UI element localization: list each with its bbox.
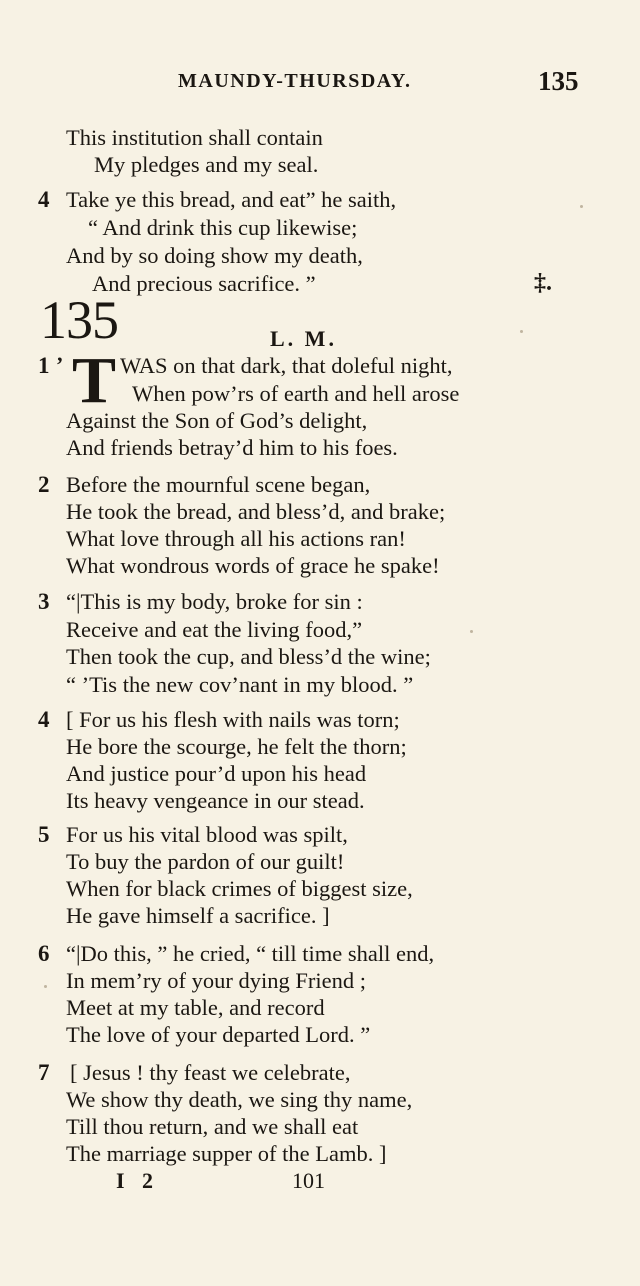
verse-line: The love of your departed Lord. ” <box>66 1022 371 1047</box>
verse-line: And precious sacrifice. ” <box>92 271 316 296</box>
verse-line: WAS on that dark, that doleful night, <box>120 353 453 378</box>
verse-line: Against the Son of God’s delight, <box>66 408 368 433</box>
verse-line: “|This is my body, broke for sin : <box>66 589 363 614</box>
verse-line: “ ’Tis the new cov’nant in my blood. ” <box>66 672 414 697</box>
verse-line: “ And drink this cup likewise; <box>88 215 358 240</box>
double-dagger-mark: ‡. <box>534 270 552 296</box>
stanza-number: 2 <box>38 472 50 497</box>
hymn-number: 135 <box>40 290 118 350</box>
paper-speck <box>580 205 583 208</box>
stanza-number: 7 <box>38 1060 50 1085</box>
verse-line: He gave himself a sacrifice. ] <box>66 903 330 928</box>
stanza-number: 6 <box>38 941 50 966</box>
verse-line: When pow’rs of earth and hell arose <box>132 381 460 406</box>
paper-speck <box>520 330 523 333</box>
verse-line: Meet at my table, and record <box>66 995 325 1020</box>
verse-line: [ Jesus ! thy feast we celebrate, <box>70 1060 351 1085</box>
page-header <box>0 66 640 102</box>
hymn-meter: L. M. <box>270 326 337 351</box>
stanza-number: 5 <box>38 822 50 847</box>
verse-line: For us his vital blood was spilt, <box>66 822 348 847</box>
stanza-number: 1 <box>38 353 50 378</box>
verse-line: He bore the scourge, he felt the thorn; <box>66 734 407 759</box>
verse-line: Then took the cup, and bless’d the wine; <box>66 644 431 669</box>
verse-line: He took the bread, and bless’d, and brake; <box>66 499 446 524</box>
verse-line: Take ye this bread, and eat” he saith, <box>66 187 397 212</box>
page-footer <box>0 1168 640 1198</box>
verse-line: Till thou return, and we shall eat <box>66 1114 359 1139</box>
verse-line: And by so doing show my death, <box>66 243 363 268</box>
verse-line: Its heavy vengeance in our stead. <box>66 788 365 813</box>
verse-line: And justice pour’d upon his head <box>66 761 367 786</box>
verse-line: What love through all his actions ran! <box>66 526 406 551</box>
verse-line: This institution shall contain <box>66 125 323 150</box>
verse-line: We show thy death, we sing thy name, <box>66 1087 413 1112</box>
stanza-number: 4 <box>38 187 50 212</box>
verse-line: Before the mournful scene began, <box>66 472 371 497</box>
signature-mark: I 2 <box>116 1168 160 1193</box>
verse-line: In mem’ry of your dying Friend ; <box>66 968 366 993</box>
verse-line: The marriage supper of the Lamb. ] <box>66 1141 387 1166</box>
stanza-number: 3 <box>38 589 50 614</box>
verse-line: “|Do this, ” he cried, “ till time shall end, <box>66 941 435 966</box>
verse-line: And friends betray’d him to his foes. <box>66 435 398 460</box>
verse-line: When for black crimes of biggest size, <box>66 876 413 901</box>
verse-line: Receive and eat the living food,” <box>66 617 363 642</box>
verse-line: To buy the pardon of our guilt! <box>66 849 345 874</box>
verse-line: What wondrous words of grace he spake! <box>66 553 440 578</box>
verse-line: My pledges and my seal. <box>94 152 319 177</box>
running-title: MAUNDY-THURSDAY. <box>178 70 412 92</box>
paper-speck <box>44 985 47 988</box>
folio-number: 101 <box>292 1168 325 1193</box>
verse-line: [ For us his flesh with nails was torn; <box>66 707 400 732</box>
stanza-number: 4 <box>38 707 50 732</box>
apostrophe-mark: ’ <box>56 352 64 377</box>
paper-speck <box>470 630 473 633</box>
drop-cap: T <box>72 344 117 417</box>
page-number: 135 <box>538 66 579 96</box>
